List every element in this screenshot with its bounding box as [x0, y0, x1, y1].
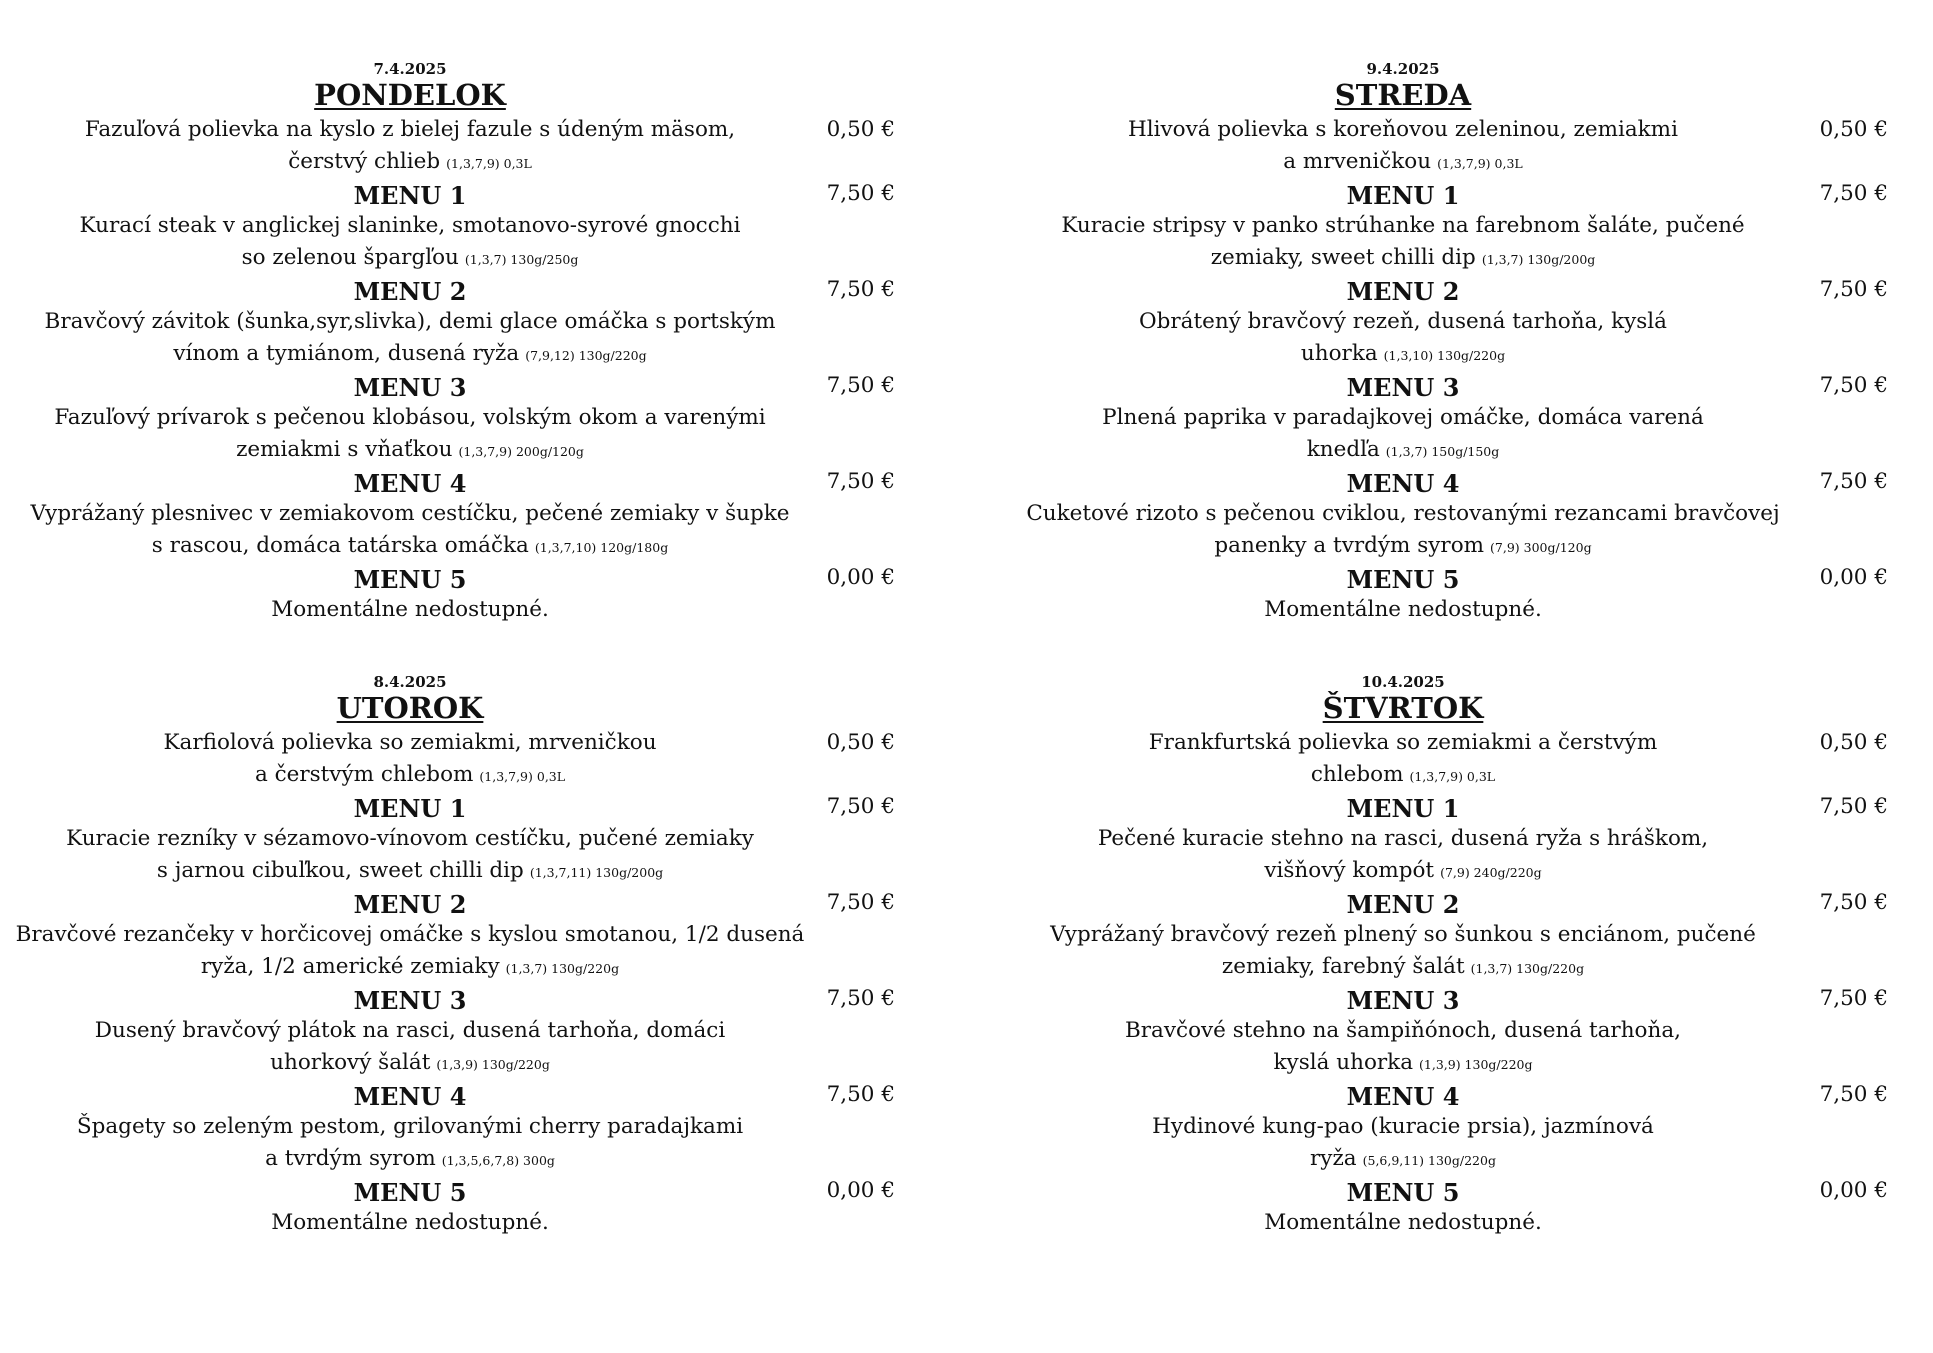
- menu-item-price: 7,50 €: [1819, 1082, 1888, 1107]
- allergen-note: (1,3,7,10) 120g/180g: [534, 540, 669, 555]
- menu-item-description: [993, 339, 1813, 371]
- description-text: Bravčové stehno na šampiňónoch, dusená tarhoňa,: [1124, 1018, 1681, 1043]
- menu-item-description: [0, 920, 820, 950]
- menu-item-description: [993, 1144, 1813, 1176]
- allergen-note: (1,3,10) 130g/220g: [1383, 348, 1506, 363]
- menu-item-price: 0,00 €: [1819, 1178, 1888, 1203]
- description-text: Momentálne nedostupné.: [1264, 1210, 1542, 1235]
- day-name: STREDA: [1334, 78, 1472, 112]
- description-text: čerstvý chlieb: [288, 149, 441, 174]
- description-text: ryža, 1/2 americké zemiaky: [200, 954, 500, 979]
- menu-item-price: 7,50 €: [1819, 373, 1888, 398]
- menu-item-price: 0,00 €: [1819, 565, 1888, 590]
- description-text: zemiaky, farebný šalát: [1221, 954, 1465, 979]
- description-text: Hlivová polievka s koreňovou zeleninou, zemiakmi: [1128, 117, 1678, 142]
- description-text: Fazuľová polievka na kyslo z bielej fazule s údeným mäsom,: [84, 117, 736, 142]
- menu-item-title: MENU 4: [353, 1082, 467, 1111]
- allergen-note: (5,6,9,11) 130g/220g: [1362, 1153, 1496, 1168]
- menu-item-title: MENU 2: [353, 277, 467, 306]
- day-date: 8.4.2025: [373, 673, 447, 691]
- menu-item-price: 0,50 €: [1819, 117, 1888, 142]
- menu-item-description: [993, 211, 1813, 241]
- menu-item-title: MENU 3: [353, 373, 467, 402]
- menu-item-description: [0, 307, 820, 337]
- description-text: Špagety so zeleným pestom, grilovanými cherry paradajkami: [76, 1114, 744, 1139]
- day-name: UTOROK: [336, 691, 484, 725]
- description-text: Momentálne nedostupné.: [271, 597, 549, 622]
- menu-item-price: 7,50 €: [826, 1082, 895, 1107]
- menu-item-title: MENU 3: [1346, 373, 1460, 402]
- menu-item-price: 0,00 €: [826, 565, 895, 590]
- menu-item-description: [0, 856, 820, 888]
- menu-item-description: [0, 211, 820, 241]
- menu-item-price: 0,50 €: [1819, 730, 1888, 755]
- description-text: Frankfurtská polievka so zemiakmi a čerstvým: [1148, 730, 1658, 755]
- menu-item-description: [993, 147, 1813, 179]
- allergen-note: (1,3,7,9) 0,3L: [1409, 769, 1496, 784]
- description-text: a mrveničkou: [1283, 149, 1432, 174]
- description-text: a tvrdým syrom: [265, 1146, 436, 1171]
- menu-item-title: MENU 4: [353, 469, 467, 498]
- menu-item-price: 0,00 €: [826, 1178, 895, 1203]
- description-text: Pečené kuracie stehno na rasci, dusená ryža s hráškom,: [1097, 826, 1709, 851]
- menu-item-price: 7,50 €: [826, 986, 895, 1011]
- description-text: chlebom: [1310, 762, 1404, 787]
- menu-item-description: [993, 499, 1813, 529]
- menu-item-description: [993, 760, 1813, 792]
- description-text: Obrátený bravčový rezeň, dusená tarhoňa, kyslá: [1139, 309, 1667, 334]
- menu-item-title: MENU 1: [353, 794, 467, 823]
- menu-item-description: [0, 435, 820, 467]
- menu-item-description: [0, 952, 820, 984]
- menu-item-description: [993, 531, 1813, 563]
- menu-item-title: MENU 1: [1346, 181, 1460, 210]
- menu-item-price: 7,50 €: [1819, 277, 1888, 302]
- menu-item-price: 7,50 €: [826, 277, 895, 302]
- menu-item-title: MENU 2: [1346, 277, 1460, 306]
- menu-item-description: [0, 147, 820, 179]
- menu-item-title: MENU 5: [1346, 1178, 1460, 1207]
- allergen-note: (1,3,7) 130g/200g: [1481, 252, 1596, 267]
- allergen-note: (1,3,5,6,7,8) 300g: [441, 1153, 555, 1168]
- menu-item-description: [0, 824, 820, 854]
- day-name: PONDELOK: [314, 78, 506, 112]
- day-date: 7.4.2025: [373, 60, 447, 78]
- description-text: knedľa: [1306, 437, 1380, 462]
- allergen-note: (1,3,7,9) 0,3L: [446, 156, 532, 171]
- menu-item-description: [0, 243, 820, 275]
- description-text: vínom a tymiánom, dusená ryža: [173, 341, 520, 366]
- menu-item-description: [993, 824, 1813, 854]
- description-text: Dusený bravčový plátok na rasci, dusená tarhoňa, domáci: [94, 1018, 726, 1043]
- menu-item-description: [0, 1208, 820, 1238]
- menu-item-description: [993, 1048, 1813, 1080]
- description-text: Hydinové kung-pao (kuracie prsia), jazmínová: [1152, 1114, 1654, 1139]
- description-text: Vyprážaný bravčový rezeň plnený so šunkou s enciánom, pučené: [1050, 922, 1756, 947]
- description-text: panenky a tvrdým syrom: [1214, 533, 1485, 558]
- menu-item-description: [0, 1144, 820, 1176]
- description-text: Plnená paprika v paradajkovej omáčke, domáca varená: [1102, 405, 1704, 430]
- menu-item-title: MENU 5: [353, 565, 467, 594]
- menu-item-description: [0, 403, 820, 433]
- menu-item-price: 7,50 €: [826, 794, 895, 819]
- allergen-note: (1,3,7) 130g/250g: [464, 252, 579, 267]
- menu-item-title: MENU 4: [1346, 1082, 1460, 1111]
- allergen-note: (1,3,7) 130g/220g: [1470, 961, 1585, 976]
- description-text: Fazuľový prívarok s pečenou klobásou, volským okom a varenými: [54, 405, 766, 430]
- description-text: s jarnou cibuľkou, sweet chilli dip: [156, 858, 524, 883]
- menu-item-description: [993, 1016, 1813, 1046]
- allergen-note: (1,3,9) 130g/220g: [436, 1057, 550, 1072]
- menu-item-description: [993, 307, 1813, 337]
- menu-item-description: [993, 403, 1813, 433]
- description-text: zemiakmi s vňaťkou: [236, 437, 453, 462]
- menu-item-price: 7,50 €: [826, 373, 895, 398]
- menu-item-description: [993, 115, 1813, 145]
- menu-item-price: 7,50 €: [826, 890, 895, 915]
- description-text: višňový kompót: [1264, 858, 1435, 883]
- day-name: ŠTVRTOK: [1322, 691, 1484, 725]
- description-text: kyslá uhorka: [1273, 1050, 1414, 1075]
- description-text: uhorkový šalát: [270, 1050, 431, 1075]
- description-text: Momentálne nedostupné.: [271, 1210, 549, 1235]
- menu-item-price: 7,50 €: [1819, 794, 1888, 819]
- description-text: s rascou, domáca tatárska omáčka: [151, 533, 529, 558]
- description-text: Vyprážaný plesnivec v zemiakovom cestíčku, pečené zemiaky v šupke: [30, 501, 790, 526]
- menu-item-price: 7,50 €: [1819, 890, 1888, 915]
- description-text: ryža: [1310, 1146, 1357, 1171]
- menu-item-description: [0, 595, 820, 625]
- allergen-note: (7,9,12) 130g/220g: [525, 348, 647, 363]
- menu-item-price: 7,50 €: [1819, 469, 1888, 494]
- menu-item-description: [993, 952, 1813, 984]
- menu-item-title: MENU 3: [1346, 986, 1460, 1015]
- menu-item-description: [0, 115, 820, 145]
- allergen-note: (7,9) 240g/220g: [1440, 865, 1542, 880]
- allergen-note: (1,3,7,9) 0,3L: [1437, 156, 1523, 171]
- menu-item-title: MENU 1: [353, 181, 467, 210]
- menu-item-description: [0, 499, 820, 529]
- menu-item-title: MENU 5: [1346, 565, 1460, 594]
- description-text: Kurací steak v anglickej slaninke, smotanovo-syrové gnocchi: [79, 213, 741, 238]
- menu-item-title: MENU 3: [353, 986, 467, 1015]
- menu-item-description: [993, 1112, 1813, 1142]
- menu-item-title: MENU 1: [1346, 794, 1460, 823]
- description-text: Kuracie stripsy v panko strúhanke na farebnom šaláte, pučené: [1061, 213, 1745, 238]
- description-text: Bravčové rezančeky v horčicovej omáčke s kyslou smotanou, 1/2 dusená: [15, 922, 805, 947]
- allergen-note: (1,3,7,9) 0,3L: [479, 769, 566, 784]
- description-text: Kuracie rezníky v sézamovo-vínovom cestíčku, pučené zemiaky: [66, 826, 754, 851]
- menu-item-description: [993, 728, 1813, 758]
- menu-item-description: [993, 595, 1813, 625]
- menu-item-description: [993, 243, 1813, 275]
- description-text: a čerstvým chlebom: [254, 762, 474, 787]
- menu-item-price: 0,50 €: [826, 730, 895, 755]
- allergen-note: (1,3,7,11) 130g/200g: [529, 865, 664, 880]
- allergen-note: (1,3,7) 130g/220g: [505, 961, 620, 976]
- description-text: Karfiolová polievka so zemiakmi, mrveničkou: [163, 730, 657, 755]
- menu-item-price: 7,50 €: [1819, 986, 1888, 1011]
- menu-item-title: MENU 2: [1346, 890, 1460, 919]
- menu-item-description: [0, 1016, 820, 1046]
- menu-item-price: 7,50 €: [826, 469, 895, 494]
- menu-item-description: [993, 920, 1813, 950]
- allergen-note: (1,3,9) 130g/220g: [1419, 1057, 1533, 1072]
- description-text: uhorka: [1300, 341, 1378, 366]
- allergen-note: (7,9) 300g/120g: [1490, 540, 1592, 555]
- description-text: Bravčový závitok (šunka,syr,slivka), demi glace omáčka s portským: [44, 309, 776, 334]
- menu-item-description: [0, 1048, 820, 1080]
- description-text: Momentálne nedostupné.: [1264, 597, 1542, 622]
- menu-item-description: [0, 339, 820, 371]
- allergen-note: (1,3,7) 150g/150g: [1385, 444, 1500, 459]
- menu-item-description: [0, 728, 820, 758]
- description-text: so zelenou špargľou: [241, 245, 459, 270]
- menu-item-description: [0, 1112, 820, 1142]
- menu-item-description: [993, 856, 1813, 888]
- menu-item-description: [993, 1208, 1813, 1238]
- menu-item-price: 7,50 €: [1819, 181, 1888, 206]
- menu-item-description: [0, 531, 820, 563]
- allergen-note: (1,3,7,9) 200g/120g: [458, 444, 584, 459]
- menu-item-title: MENU 5: [353, 1178, 467, 1207]
- menu-item-price: 7,50 €: [826, 181, 895, 206]
- description-text: zemiaky, sweet chilli dip: [1210, 245, 1476, 270]
- menu-item-description: [993, 435, 1813, 467]
- day-date: 10.4.2025: [1361, 673, 1445, 691]
- menu-item-price: 0,50 €: [826, 117, 895, 142]
- day-date: 9.4.2025: [1366, 60, 1440, 78]
- menu-item-title: MENU 2: [353, 890, 467, 919]
- description-text: Cuketové rizoto s pečenou cviklou, restovanými rezancami bravčovej: [1026, 501, 1780, 526]
- menu-item-description: [0, 760, 820, 792]
- menu-item-title: MENU 4: [1346, 469, 1460, 498]
